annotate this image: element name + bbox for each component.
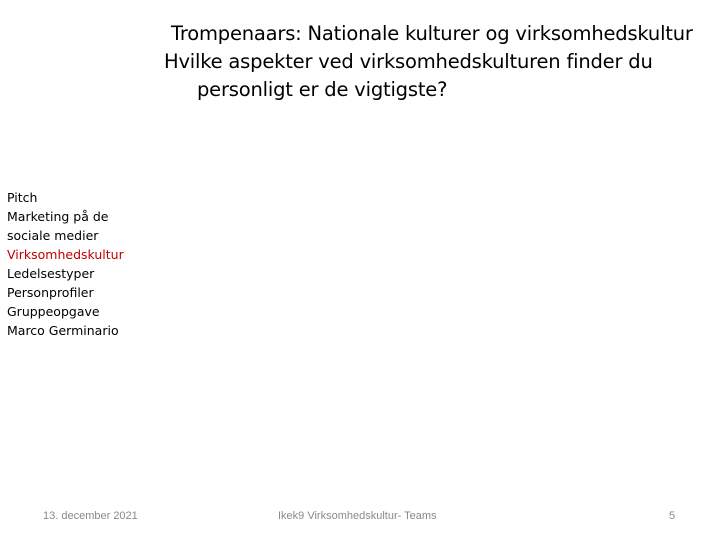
footer-title: Ikek9 Virksomhedskultur- Teams: [278, 510, 437, 522]
agenda-item-virksomhedskultur: Virksomhedskultur: [7, 247, 124, 262]
agenda-item-pitch: Pitch: [7, 190, 38, 205]
agenda-item-marketing-line-1: Marketing på de: [7, 209, 109, 224]
agenda-item-ledelsestyper: Ledelsestyper: [7, 266, 95, 281]
slide-number: 5: [669, 510, 676, 522]
title-line-2: Hvilke aspekter ved virksomhedskulturen finder du: [164, 50, 653, 73]
title-line-1: Trompenaars: Nationale kulturer og virksomhedskultur: [171, 22, 693, 45]
title-line-3: personligt er de vigtigste?: [197, 78, 448, 101]
agenda-item-gruppeopgave: Gruppeopgave: [7, 304, 100, 319]
footer-date: 13. december 2021: [43, 510, 138, 522]
slide-title: [164, 20, 720, 104]
agenda-item-personprofiler: Personprofiler: [7, 285, 94, 300]
agenda-item-marketing-line-2: sociale medier: [7, 228, 99, 243]
agenda-item-presenter: Marco Germinario: [7, 323, 119, 338]
agenda-list: [7, 188, 147, 340]
